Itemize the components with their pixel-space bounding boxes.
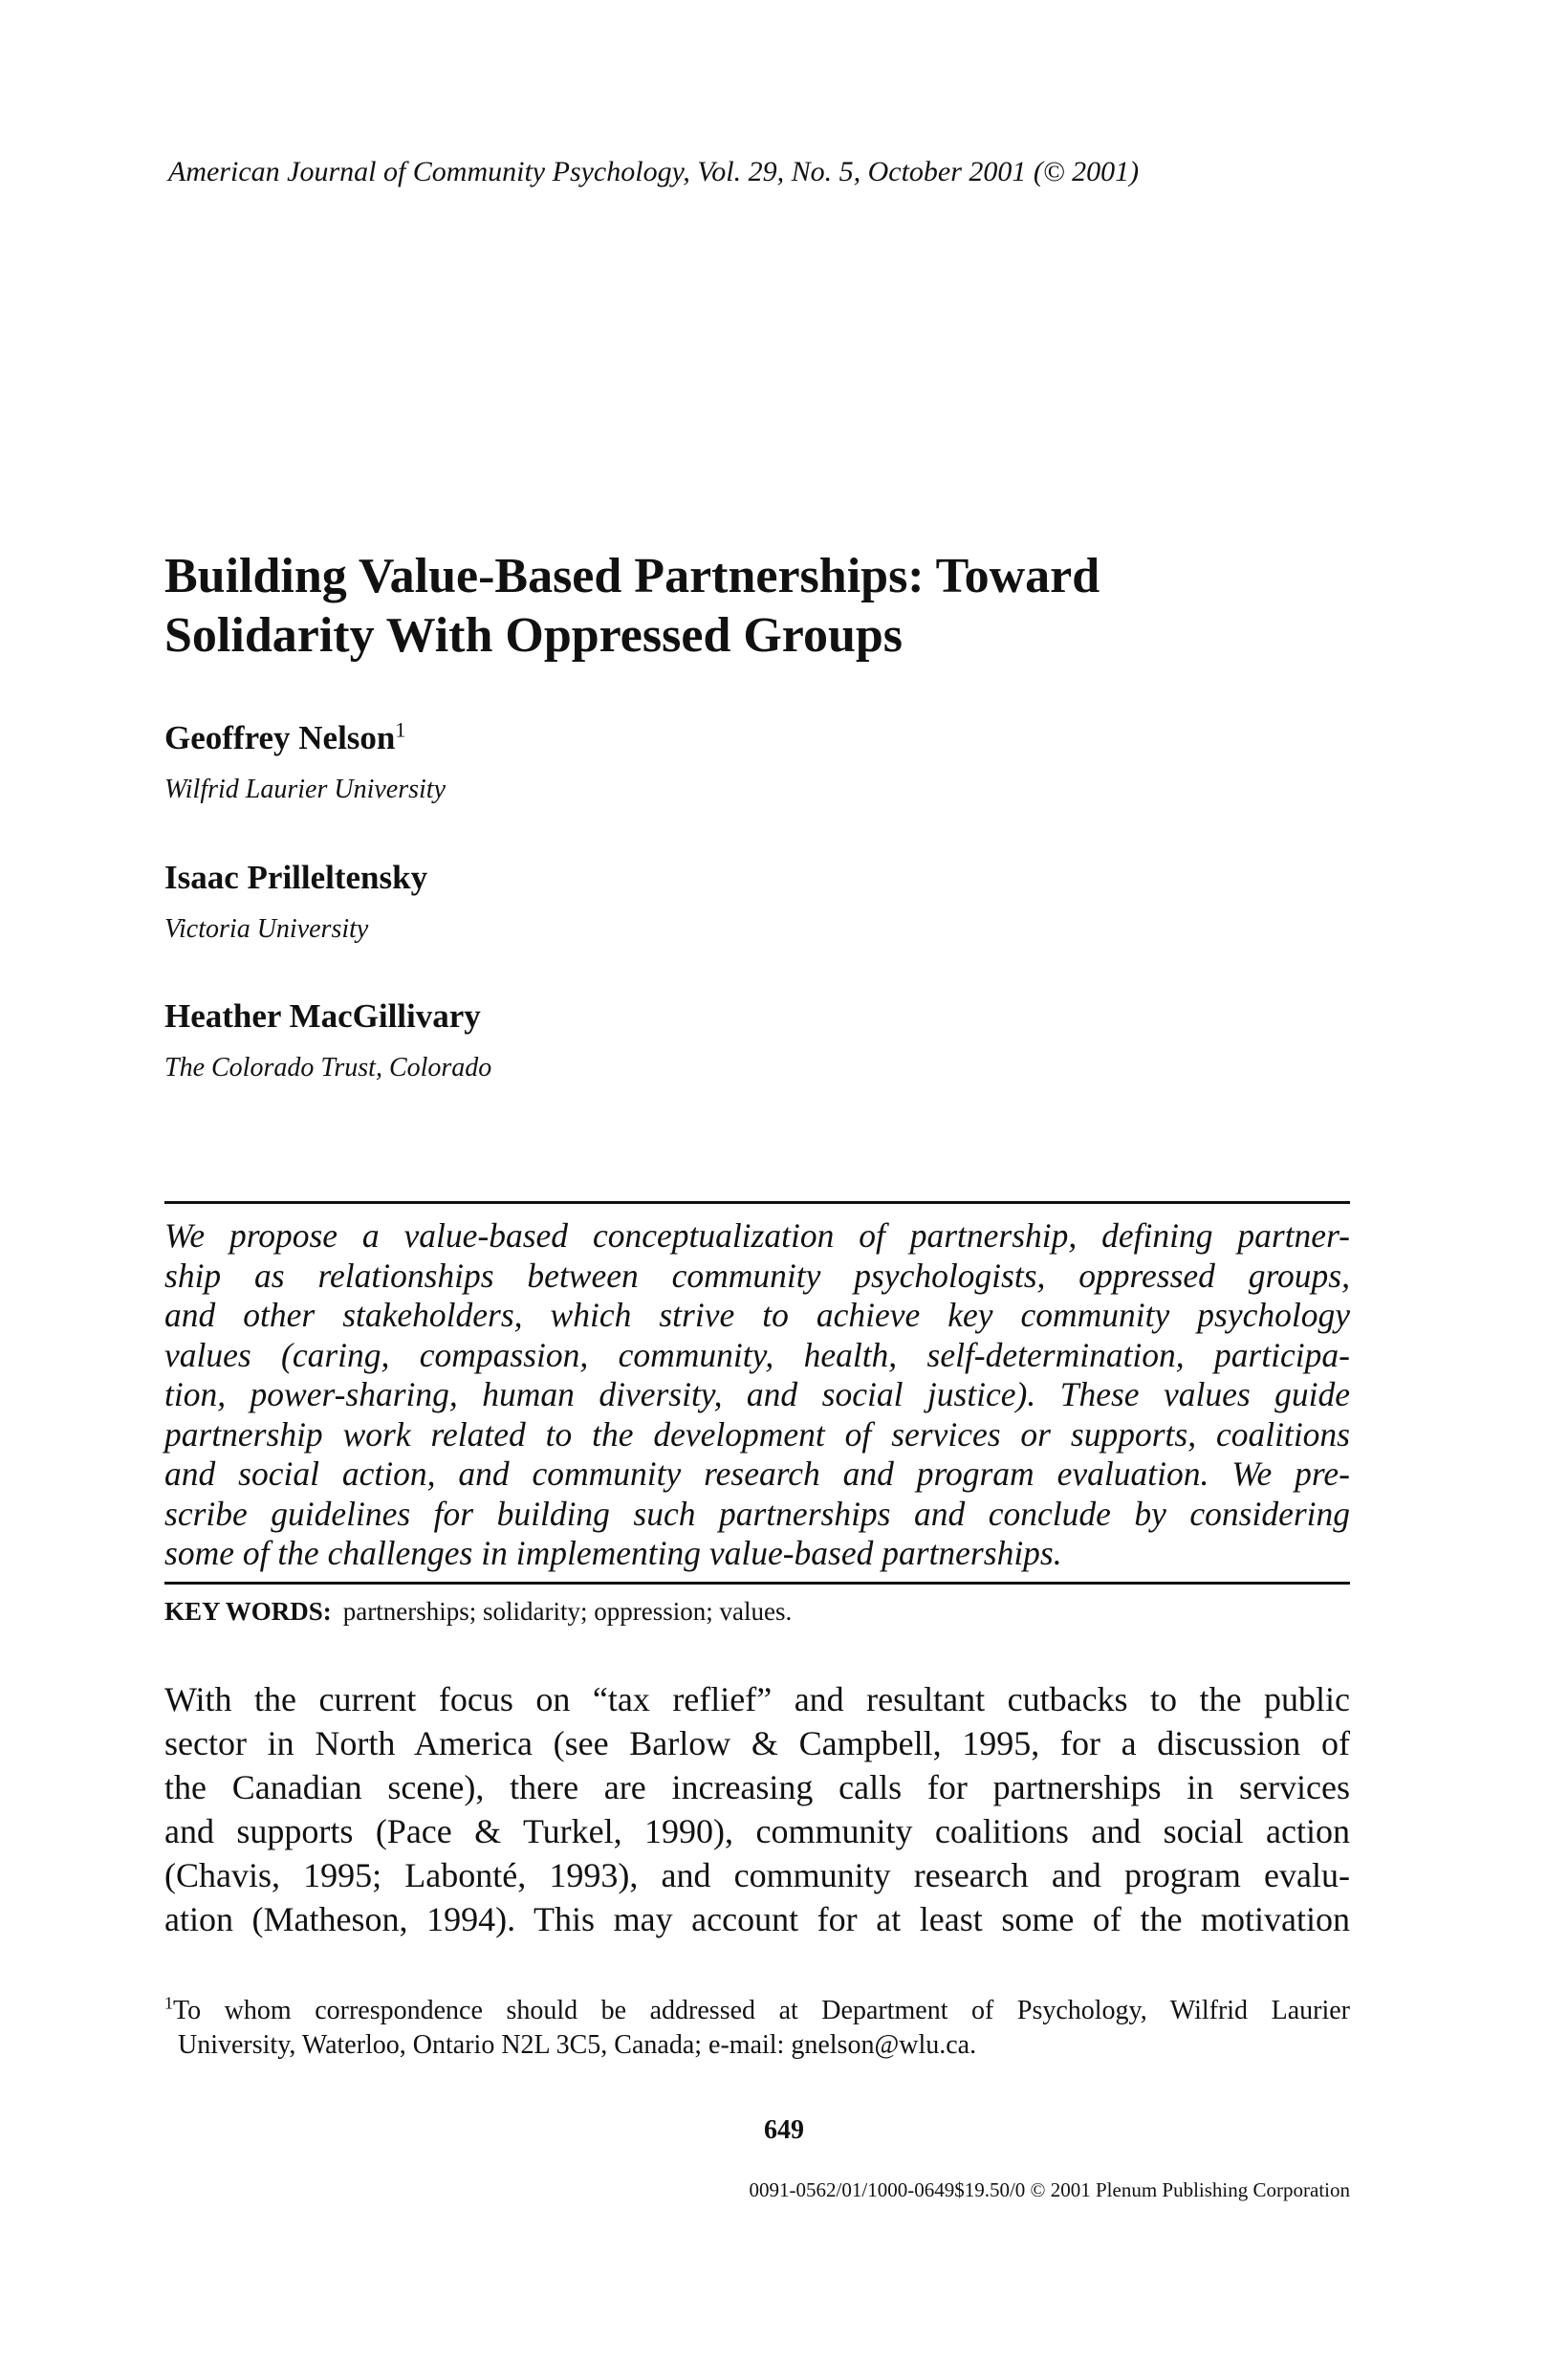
abstract-line: tion, power-sharing, human diversity, and social justice). These values guide xyxy=(164,1375,1350,1413)
footnote-line: University, Waterloo, Ontario N2L 3C5, Canada; e-mail: gnelson@wlu.ca. xyxy=(178,2030,977,2060)
abstract-line: values (caring, compassion, community, health, self-determination, participa- xyxy=(164,1335,1350,1374)
author-name-text: Geoffrey Nelson xyxy=(164,719,396,756)
abstract-bottom-rule xyxy=(164,1582,1350,1585)
author-name xyxy=(164,859,427,897)
author-name-text: Isaac Prilleltensky xyxy=(164,859,428,896)
footnote-line xyxy=(164,1994,1350,2028)
body-line: With the current focus on “tax reflief” and resultant cutbacks to the public xyxy=(164,1680,1350,1718)
author-affiliation: Victoria University xyxy=(164,914,369,944)
footnote-mark: 1 xyxy=(164,1993,173,2013)
article-title xyxy=(164,547,1350,666)
body-line: ation (Matheson, 1994). This may account for at least some of the motivation xyxy=(164,1900,1350,1938)
footnote xyxy=(164,1994,1350,2063)
abstract-line: some of the challenges in implementing value-based partnerships. xyxy=(164,1534,1062,1572)
abstract-line: partnership work related to the development of services or supports, coalitions xyxy=(164,1414,1350,1454)
keywords xyxy=(164,1597,792,1627)
author-affiliation: Wilfrid Laurier University xyxy=(164,775,446,804)
abstract-line: scribe guidelines for building such partnerships and conclude by considering xyxy=(164,1494,1350,1533)
keywords-label: KEY WORDS: xyxy=(164,1597,332,1626)
footnote-text: To whom correspondence should be addressed at Department of Psychology, Wilfrid Laurier xyxy=(173,1996,1350,2025)
body-line: the Canadian scene), there are increasing calls for partnerships in services xyxy=(164,1768,1350,1806)
author-name-text: Heather MacGillivary xyxy=(164,997,481,1035)
abstract xyxy=(164,1216,1350,1574)
body-line: sector in North America (see Barlow & Campbell, 1995, for a discussion of xyxy=(164,1724,1350,1762)
body-paragraph xyxy=(164,1677,1350,1941)
author-affiliation: The Colorado Trust, Colorado xyxy=(164,1053,492,1083)
copyright-line: 0091-0562/01/1000-0649$19.50/0 © 2001 Plenum Publishing Corporation xyxy=(749,2178,1350,2201)
keywords-text: partnerships; solidarity; oppression; values. xyxy=(342,1597,793,1626)
author-name xyxy=(164,997,481,1036)
journal-header: American Journal of Community Psychology, Vol. 29, No. 5, October 2001 (© 2001) xyxy=(168,156,1140,187)
title-line: Building Value-Based Partnerships: Toward xyxy=(164,549,1100,603)
author-name xyxy=(164,719,405,757)
abstract-top-rule xyxy=(164,1201,1350,1204)
abstract-line: ship as relationships between community psychologists, oppressed groups, xyxy=(164,1256,1350,1295)
body-line: (Chavis, 1995; Labonté, 1993), and community research and program evalu- xyxy=(164,1856,1350,1894)
abstract-line: and other stakeholders, which strive to achieve key community psychology xyxy=(164,1296,1350,1334)
footnote-mark: 1 xyxy=(395,717,406,742)
abstract-line: We propose a value-based conceptualization of partnership, defining partner- xyxy=(164,1216,1350,1255)
body-line: and supports (Pace & Turkel, 1990), community coalitions and social action xyxy=(164,1812,1350,1850)
page-number: 649 xyxy=(764,2115,804,2145)
abstract-line: and social action, and community research and program evaluation. We pre- xyxy=(164,1454,1350,1493)
title-line: Solidarity With Oppressed Groups xyxy=(164,608,904,663)
